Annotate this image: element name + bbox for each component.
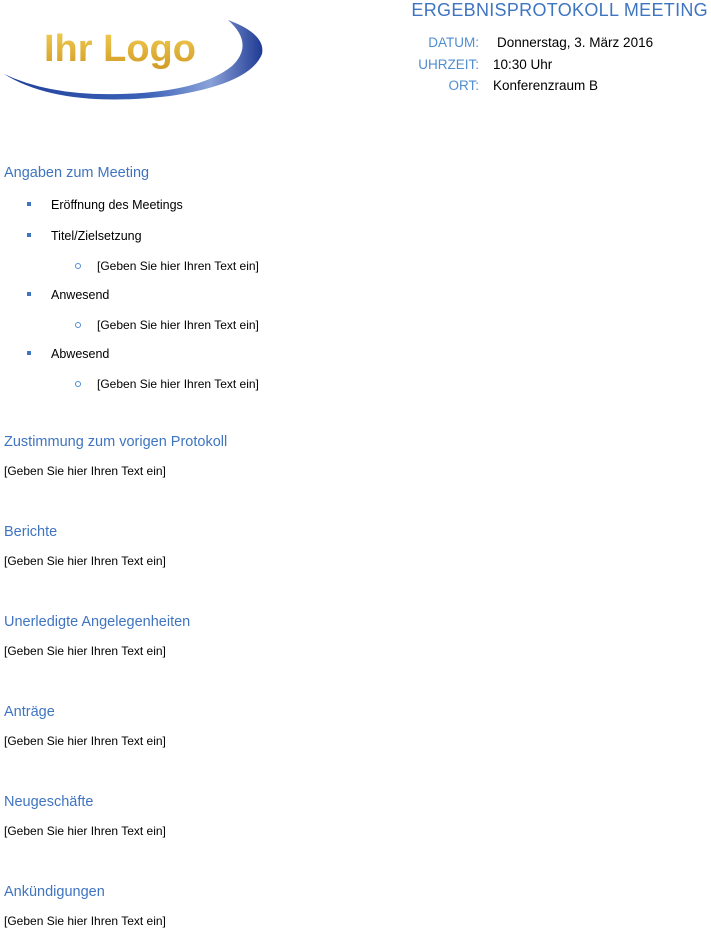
sub-list-item <box>4 317 694 333</box>
square-bullet-icon <box>27 292 31 296</box>
meta-value-time[interactable]: 10:30 Uhr <box>493 56 553 72</box>
list-item-label[interactable]: Anwesend <box>51 288 110 302</box>
circle-bullet-icon <box>75 381 81 387</box>
section-motions <box>4 702 694 749</box>
section-announcements <box>4 882 694 929</box>
circle-bullet-icon <box>75 322 81 328</box>
section-heading: Anträge <box>4 704 55 720</box>
meta-label-time: UHRZEIT: <box>418 56 479 72</box>
document-title: ERGEBNISPROTOKOLL MEETING <box>411 0 708 20</box>
meta-row-location <box>400 75 653 97</box>
section-open-issues <box>4 612 694 659</box>
section-previous-minutes <box>4 432 694 479</box>
section-heading: Angaben zum Meeting <box>4 165 150 181</box>
list-item <box>4 287 694 303</box>
section-text[interactable]: [Geben Sie hier Ihren Text ein] <box>4 644 166 658</box>
circle-bullet-icon <box>75 263 81 269</box>
section-text[interactable]: [Geben Sie hier Ihren Text ein] <box>4 824 166 838</box>
list-item-label[interactable]: Titel/Zielsetzung <box>51 229 142 243</box>
section-heading: Berichte <box>4 524 58 540</box>
square-bullet-icon <box>27 233 31 237</box>
logo <box>0 14 265 104</box>
meeting-meta <box>400 32 653 97</box>
section-heading: Zustimmung zum vorigen Protokoll <box>4 434 228 450</box>
meta-row-time <box>400 54 653 76</box>
section-heading: Ankündigungen <box>4 884 105 900</box>
placeholder-text[interactable]: [Geben Sie hier Ihren Text ein] <box>97 377 259 391</box>
list-item <box>4 346 694 362</box>
section-reports <box>4 522 694 569</box>
list-item <box>4 228 694 244</box>
placeholder-text[interactable]: [Geben Sie hier Ihren Text ein] <box>97 318 259 332</box>
sub-list-item <box>4 258 694 274</box>
section-heading: Unerledigte Angelegenheiten <box>4 614 191 630</box>
meta-label-location: ORT: <box>448 78 479 94</box>
section-text[interactable]: [Geben Sie hier Ihren Text ein] <box>4 464 166 478</box>
section-heading: Neugeschäfte <box>4 794 94 810</box>
list-item-label[interactable]: Abwesend <box>51 347 110 361</box>
meta-row-date <box>400 32 653 54</box>
section-text[interactable]: [Geben Sie hier Ihren Text ein] <box>4 734 166 748</box>
logo-text: Ihr Logo <box>44 28 196 70</box>
section-new-business <box>4 792 694 839</box>
logo-swoosh-graphic <box>0 14 265 104</box>
document-body <box>4 163 694 929</box>
meeting-info-list <box>4 197 694 392</box>
section-meeting-info <box>4 163 694 392</box>
meta-value-location[interactable]: Konferenzraum B <box>493 78 599 94</box>
meta-value-date[interactable]: Donnerstag, 3. März 2016 <box>497 35 654 51</box>
section-text[interactable]: [Geben Sie hier Ihren Text ein] <box>4 914 166 928</box>
square-bullet-icon <box>27 351 31 355</box>
list-item-label[interactable]: Eröffnung des Meetings <box>51 198 183 212</box>
square-bullet-icon <box>27 202 31 206</box>
sub-list-item <box>4 376 694 392</box>
list-item <box>4 197 694 213</box>
meta-label-date: DATUM: <box>428 35 479 51</box>
placeholder-text[interactable]: [Geben Sie hier Ihren Text ein] <box>97 259 259 273</box>
section-text[interactable]: [Geben Sie hier Ihren Text ein] <box>4 554 166 568</box>
